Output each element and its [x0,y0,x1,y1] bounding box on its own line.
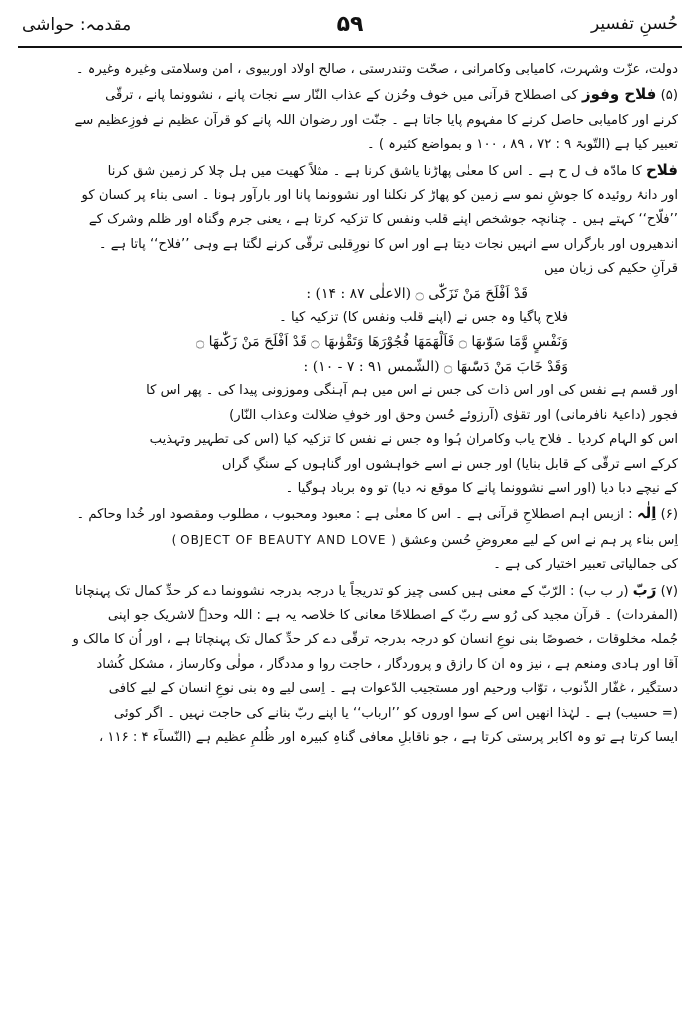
page-body [22,58,678,1003]
quran-verse: وَنَفْسٍ وَّمَا سَوّٰىهَا ۝ فَاَلْهَمَهَا فُجُوْرَهَا وَتَقْوٰىهَا ۝ قَدْ اَفْلَحَ مَنْ زَكّٰىهَا ۝ [196,334,568,351]
text-run: : ازبس اہم اصطلاحِ قرآنی ہے ۔ اس کا معنٰی ہے : معبود ومحبوب ، مطلوب ومقصود اور خُدا وحاکم ۔ [76,507,633,523]
item-number: (۶) [660,507,678,523]
text-line: (= حسیب) ہے ۔ لہٰذا انھیں اس کے سوا اوروں کو ’’ارباب‘‘ یا اپنے ربّ بنانے کی حاجت نہیں ۔ اگر کوئی [113,705,678,721]
text-line: کرنے اور کامیابی حاصل کرنے کا مفہوم پایا جاتا ہے ۔ جنّت اور رضوان اللہ پانے کو قرآن عظیم نے فوزِعظیم سے [74,112,678,128]
text-line [22,158,678,184]
verse-translation: کے نیچے دبا دیا (اور اسے نشوونما پانے کا موقع نہ دیا) تو وہ برباد ہوگیا ۔ [285,480,678,496]
book-title: حُسنِ تفسیر [590,14,678,34]
item-number: (۷) [660,583,678,599]
verse-translation: اور قسم ہے نفس کی اور اس ذات کی جس نے اس میں ہم آہنگی وموزونی پیدا کی ۔ پھر اس کا [146,383,678,399]
text-line: ایسا کرتا ہے تو وہ اکابر پرستی کرتا ہے ، جو ناقابلِ معافی گناہِ کبیرہ اور ظُلمِ عظیم ہے (النّسآء ۴ : ۱۱۶ ، [98,729,678,745]
quran-verse: وَقَدْ خَابَ مَنْ دَسّٰىهَا ۝ (الشّمس ۹۱ : ۷ - ۱۰) : [303,358,568,375]
term-heading: فلاح وفوز [581,85,657,104]
text-line: تعبیر کیا ہے (التّوبۃ ۹ : ۷۲ ، ۸۹ ، ۱۰۰ و بمواضع کثیرہ ) ۔ [366,137,678,153]
verse-translation: فلاح پاگیا وہ جس نے (اپنے قلب ونفس کا) تزکیہ کیا ۔ [279,310,568,326]
term-heading: فلاح [645,160,678,179]
text-line-item-5 [22,82,678,108]
text-run: اِس بناء پر ہم نے اس کے لیے معروضِ حُسن وعشق [400,532,678,548]
text-line-item-6 [22,501,678,527]
term-heading: اِلٰہ [636,504,657,523]
text-line: قرآنِ حکیم کی زبان میں [544,261,678,277]
text-line: ’’فلّاح‘‘ کہتے ہیں ۔ چنانچہ جوشخص اپنے قلب ونفس کا تزکیہ کرتا ہے ، یعنی جرم وگناہ اور ظلم وشرک کے [88,212,678,228]
item-number: (۵) [660,88,678,104]
term-heading: رَبّ [632,580,657,599]
text-line: کی جمالیاتی تعبیر اختیار کی ہے ۔ [493,557,678,573]
text-line: (المفردات) ۔ قرآن مجید کی رُو سے ربّ کے اصطلاحًا معانی کا خلاصہ یہ ہے : اللہ وحدہٗ لاشریک جو اپنی [107,607,678,623]
text-line: آقا اور ہادی ومنعم ہے ، نیز وہ ان کا رازق و پروردگار ، حاجت روا و مددگار ، مولٰی وکارساز ، مشکل کُشاد [96,656,678,672]
text-line: جُملہ مخلوقات ، خصوصًا بنی نوعِ انسان کو درجہ بدرجہ ترقّی دے کر حدِّ کمال تک پہنچاتا ہے ، اور اُن کا مالک و [72,632,678,648]
header-rule [18,46,682,48]
text-line-item-7 [22,578,678,604]
verse-translation: فجور (داعیۂ نافرمانی) اور تقوٰی (آرزوئے حُسن وحق اور خوفِ ضلالت وعذاب النّار) [229,407,678,423]
verse-translation: اس کو الہام کردیا ۔ فلاح یاب وکامران ہُوا وہ جس نے نفس کا تزکیہ کیا (اس کی تطہیر وتہذیب [149,432,678,448]
section-title: مقدمہ: حواشی [22,15,132,35]
english-gloss: ( OBJECT OF BEAUTY AND LOVE ) [171,532,396,547]
text-run: کا مادّہ ف ل ح ہے ۔ اس کا معنٰی پھاڑنا یاشق کرنا ہے ۔ مثلاً کھیت میں ہل چلا کر زمین شق کرنا [107,163,642,179]
text-line: اندھیروں اور بارگراں سے انہیں نجات دیتا ہے اور اس کا نورِقلبی ترقّی کرنے لگتا ہے وہی ’’فلاح‘‘ پاتا ہے ۔ [98,236,678,252]
text-line [22,528,678,553]
text-line: دولت، عزّت وشہرت، کامیابی وکامرانی ، صحّت وتندرستی ، صالح اولاد اوربیوی ، امن وسلامتی وغیرہ وغیرہ ۔ [75,62,678,77]
text-line: اور دانۂ روئیدہ کا جوشِ نمو سے زمین کو پھاڑ کر نکلنا اور نشوونما پانا اور بارآور ہونا ۔ اسی بناء پر کسان کو [81,188,678,204]
quran-verse: قَدْ اَفْلَحَ مَنْ تَزَكّٰى ۝ (الاعلٰی ۸۷ : ۱۴) : [306,285,528,302]
text-run: کی اصطلاح قرآنی میں خوف وحُزن کے عذاب النّار سے نجات پانے ، نشوونما پانے ، ترقّی [105,88,578,104]
page-number: ۵۹ [336,12,364,37]
verse-translation: کرکے اسے ترقّی کے قابل بنایا) اور جس نے اسے خواہشوں اور گناہوں کے سنگِ گراں [221,456,678,472]
text-line: دستگیر ، غفّار الذّنوب ، توّاب ورحیم اور مستجیب الدّعوات ہے ۔ اِسی لیے وہ بنی نوعِ انسان کے لیے کافی [108,681,678,697]
text-run: (ر ب ب) : الرّبّ کے معنی ہیں کسی چیز کو تدریجاً یا درجہ بدرجہ نشوونما دے کر حدِّ کمال تک پہنچانا [74,583,629,599]
